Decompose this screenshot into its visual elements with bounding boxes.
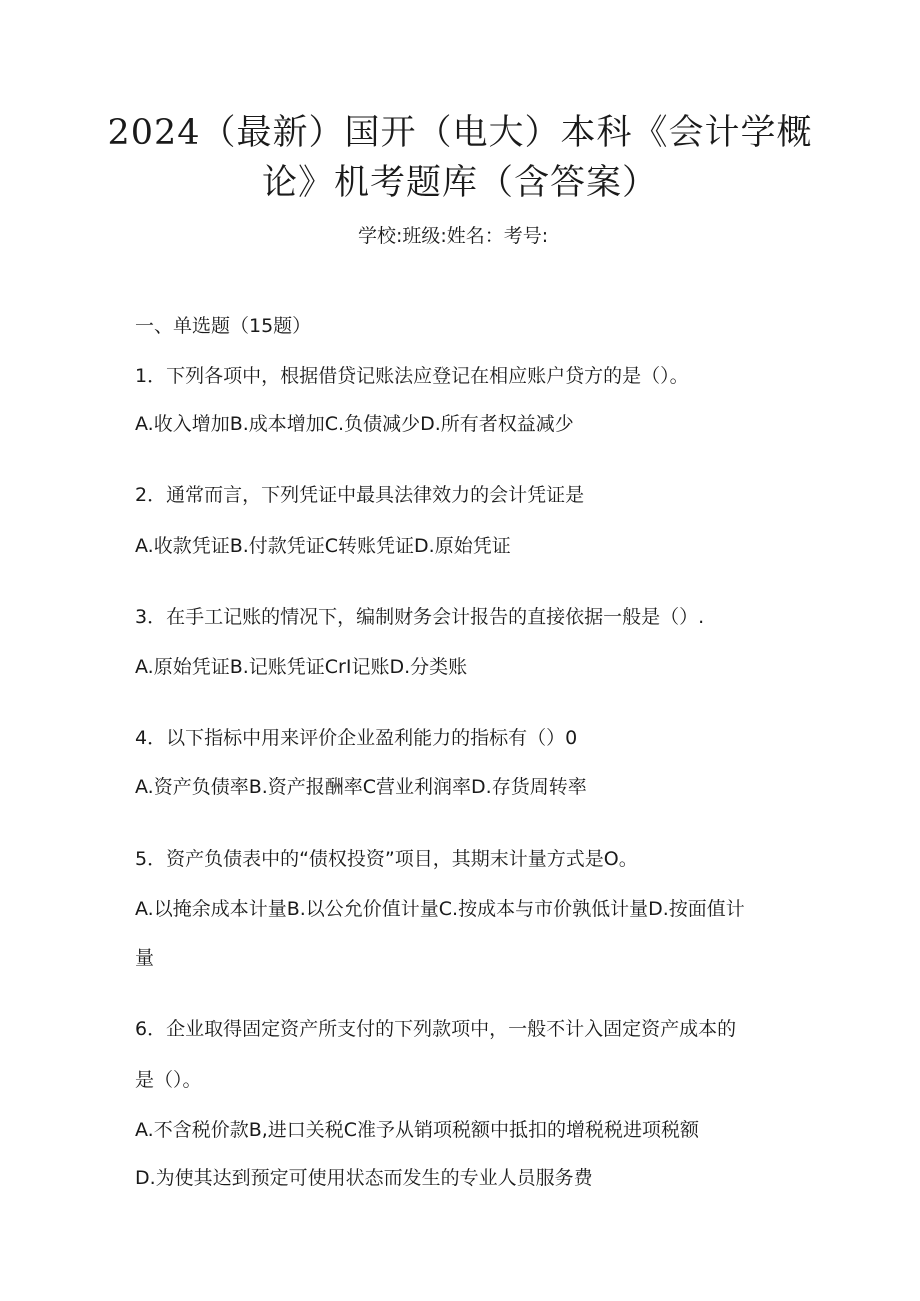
question-3-stem: 3．在手工记账的情况下，编制财务会计报告的直接依据一般是（）. [135,606,705,628]
question-4-options: A.资产负债率B.资产报酬率C营业利润率D.存货周转率 [135,776,587,798]
question-6-options-line-2: D.为使其达到预定可使用状态而发生的专业人员服务费 [135,1167,593,1189]
question-2-stem: 2．通常而言，下列凭证中最具法律效力的会计凭证是 [135,484,585,506]
question-1-stem: 1．下列各项中，根据借贷记账法应登记在相应账户贷方的是（）。 [135,365,689,387]
question-4-stem: 4．以下指标中用来评价企业盈利能力的指标有（）0 [135,727,578,749]
question-6-options-line-1: A.不含税价款B,进口关税C准予从销项税额中抵扣的增税税进项税额 [135,1119,700,1141]
section-header: 一、单选题（15题） [135,315,312,337]
question-5-options-line-1: A.以掩余成本计量B.以公允价值计量C.按成本与市价孰低计量D.按面值计 [135,898,745,920]
question-5-options-line-2: 量 [135,947,155,969]
question-1-options: A.收入增加B.成本增加C.负债减少D.所有者权益减少 [135,413,574,435]
question-6-stem-line-1: 6．企业取得固定资产所支付的下列款项中，一般不计入固定资产成本的 [135,1018,737,1040]
student-info-line: 学校:班级:姓名：考号: [358,225,549,247]
document-title-line-2: 论》机考题库（含答案） [261,163,658,203]
question-2-options: A.收款凭证B.付款凭证C转账凭证D.原始凭证 [135,535,511,557]
question-3-options: A.原始凭证B.记账凭证CrI记账D.分类账 [135,656,468,678]
question-6-stem-line-2: 是（）。 [135,1069,202,1091]
question-5-stem: 5．资产负债表中的“债权投资”项目，其期末计量方式是O。 [135,848,638,870]
document-title-line-1: 2024（最新）国开（电大）本科《会计学概 [107,113,813,153]
